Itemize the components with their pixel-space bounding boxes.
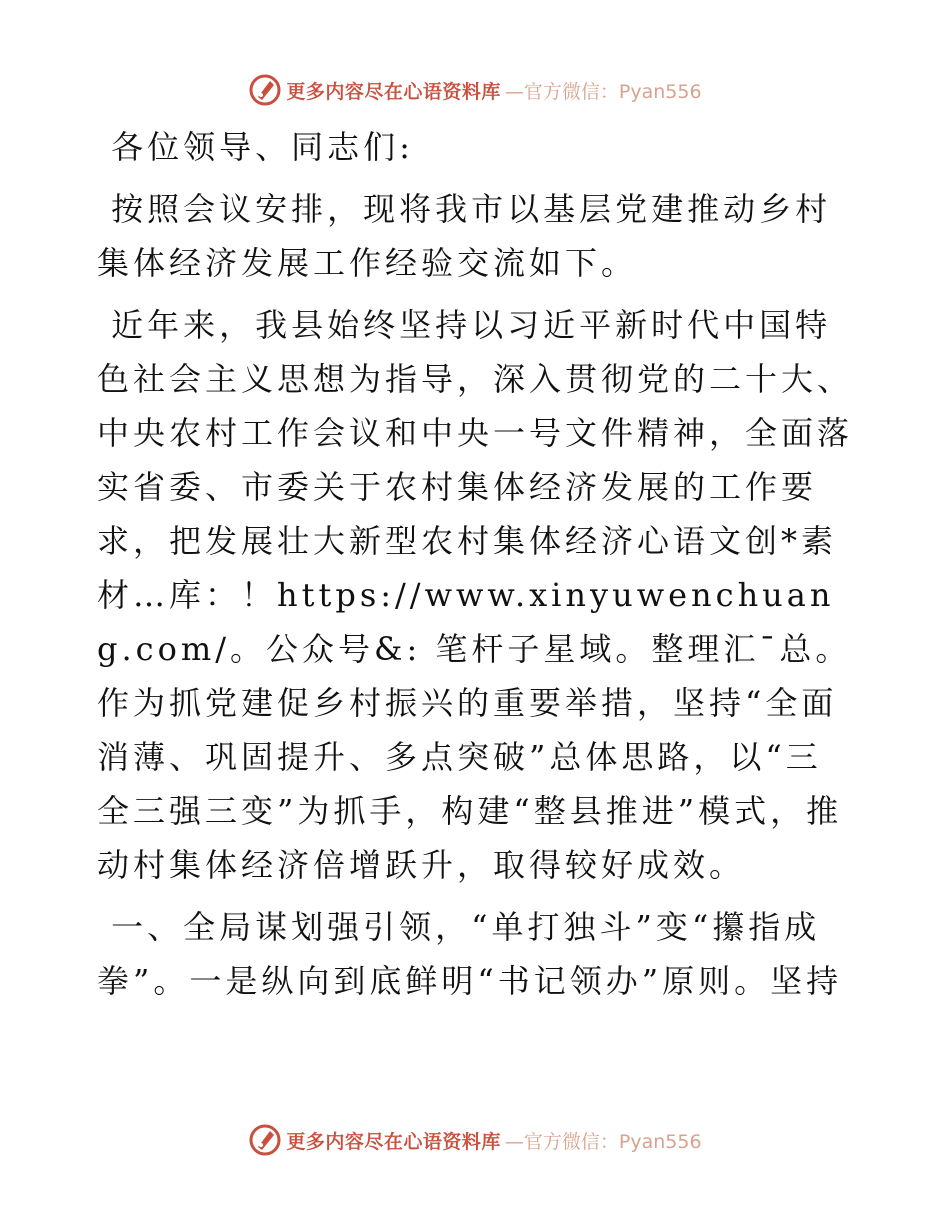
document-body	[97, 120, 857, 1008]
header-banner	[0, 70, 950, 110]
header-banner-content	[248, 73, 701, 107]
header-wechat-text: —官方微信：Pyan556	[504, 80, 702, 103]
paragraph-background: 近年来，我县始终坚持以习近平新时代中国特色社会主义思想为指导，深入贯彻党的二十大、中央农村工作会议和中央一号文件精神，全面落实省委、市委关于农村集体经济发展的工作要求，把发展壮大新型农村集体经济心语文创*素材…库：！https://www.xinyuwenchuang.com/。公众号&: 笔杆子星域。整理汇¯总。作为抓党建促乡村振兴的重要举措，坚持“全面消薄、巩固提升、多点突破”总体思路，以“三全三强三变”为抓手，构建“整县推进”模式，推动村集体经济倍增跃升，取得较好成效。	[97, 306, 854, 884]
paragraph-intro: 按照会议安排，现将我市以基层党建推动乡村集体经济发展工作经验交流如下。	[97, 190, 832, 282]
salutation: 各位领导、同志们:	[97, 128, 414, 166]
footer-banner-content	[248, 1123, 701, 1157]
paragraph-section-one: 一、全局谋划强引领，“单打独斗”变“攥指成拳”。一是纵向到底鲜明“书记领办”原则。坚持	[97, 908, 843, 1000]
footer-banner	[0, 1120, 950, 1160]
footer-site-text: 更多内容尽在心语资料库	[286, 1130, 501, 1153]
pen-nib-logo-icon	[248, 1123, 282, 1157]
header-site-text: 更多内容尽在心语资料库	[286, 80, 501, 103]
pen-nib-logo-icon	[248, 73, 282, 107]
footer-wechat-text: —官方微信：Pyan556	[504, 1130, 702, 1153]
